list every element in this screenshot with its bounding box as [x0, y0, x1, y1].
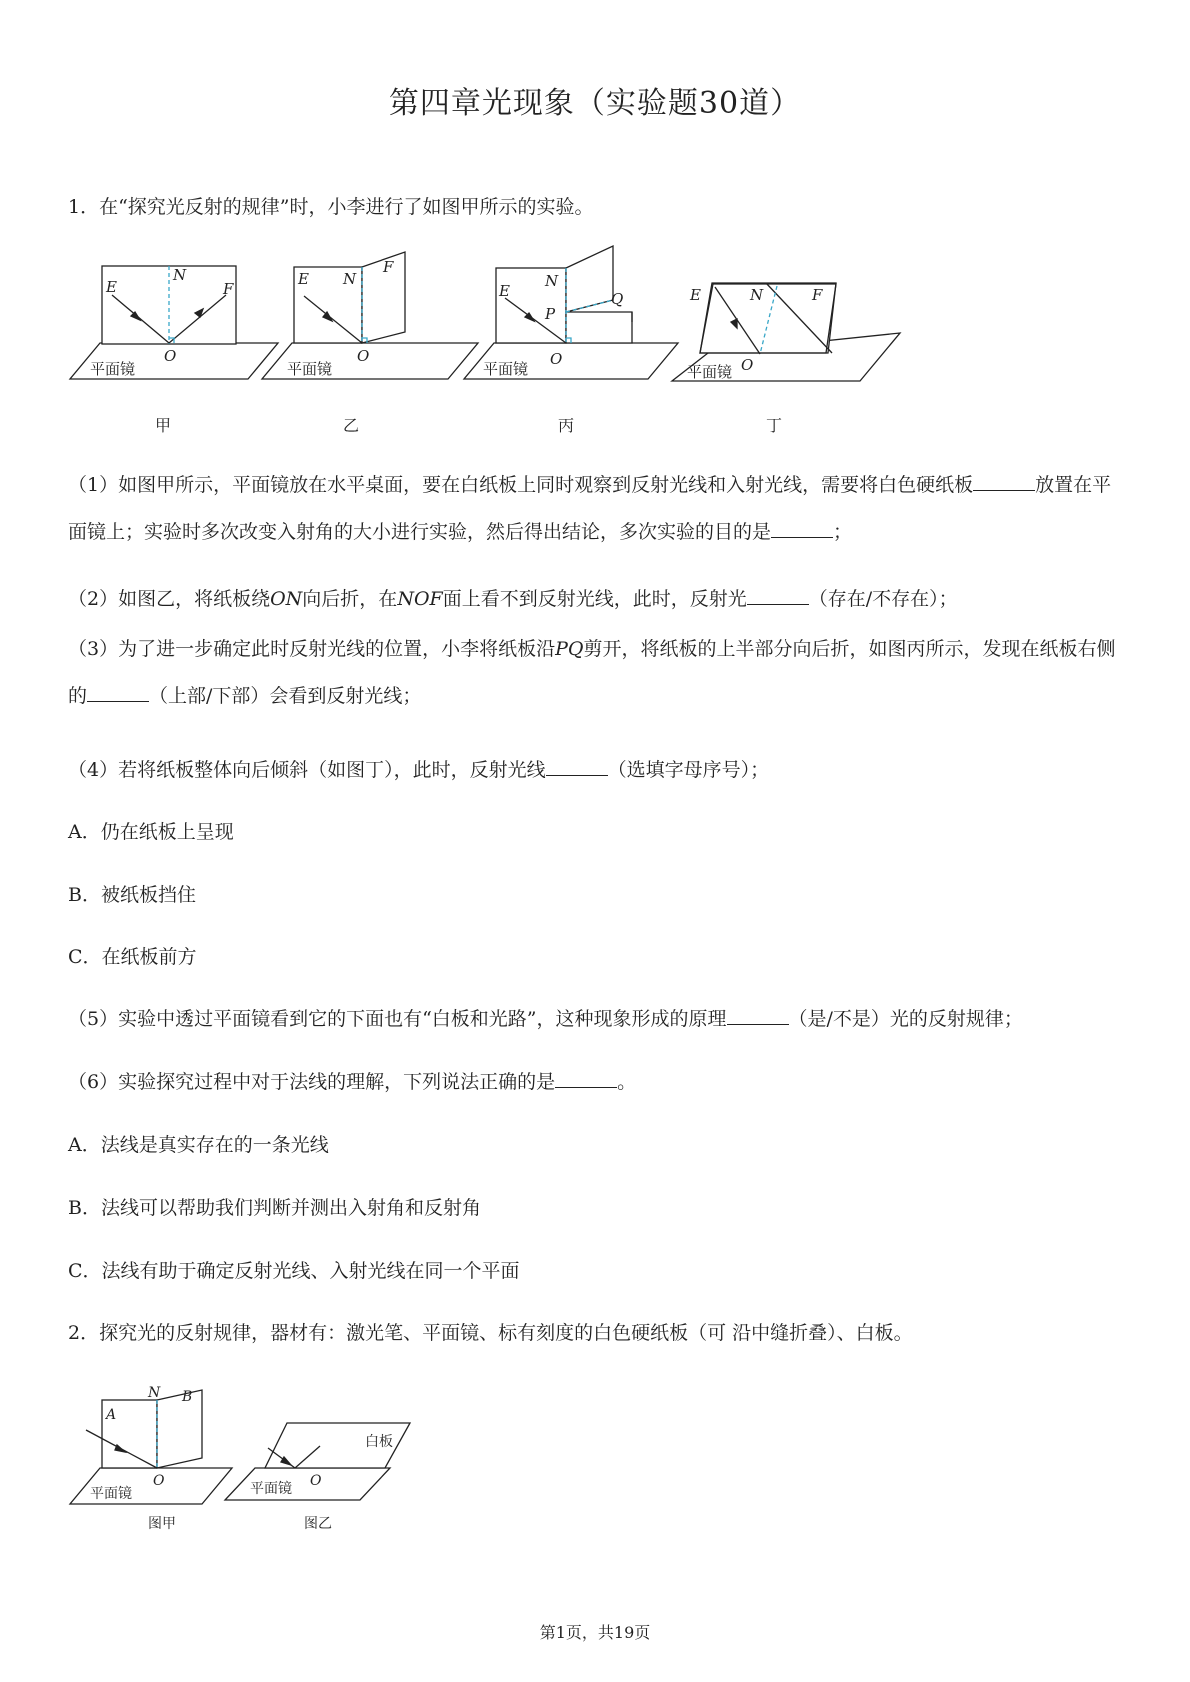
- q1-figure: [60, 240, 920, 440]
- label-N: N: [343, 270, 357, 288]
- answer-blank[interactable]: [771, 521, 833, 538]
- answer-blank[interactable]: [546, 759, 608, 776]
- page-title: 第四章光现象（实验题30道）: [388, 86, 802, 121]
- caption-tu-jia: 图甲: [148, 1516, 176, 1532]
- option-c: C．法线有助于确定反射光线、入射光线在同一个平面: [68, 1260, 520, 1282]
- board-label: 白板: [365, 1434, 393, 1450]
- q1-part-5: （5）实验中透过平面镜看到它的下面也有“白板和光路”，这种现象形成的原理 （是/不是）光的反射规律；: [68, 1008, 1023, 1030]
- label-A: A: [106, 1407, 117, 1423]
- q1-part-3: （3）为了进一步确定此时反射光线的位置，小李将纸板沿PQ剪开，将纸板的上半部分向后折，如图丙所示，发现在纸板右侧的 （上部/下部）会看到反射光线；: [68, 638, 1116, 707]
- option-c: C．在纸板前方: [68, 946, 197, 968]
- mirror-label: 平面镜: [90, 1486, 132, 1502]
- label-O: O: [357, 347, 370, 365]
- label-E: E: [690, 286, 701, 304]
- label-B: B: [182, 1389, 193, 1405]
- mirror-label: 平面镜: [287, 360, 333, 378]
- caption-tu-yi: 图乙: [304, 1516, 332, 1532]
- q1-part-2: （2）如图乙，将纸板绕ON向后折，在NOF面上看不到反射光线，此时，反射光 （存在/不存在）；: [68, 588, 958, 610]
- question-2-stem: 2．探究光的反射规律，器材有：激光笔、平面镜、标有刻度的白色硬纸板（可 沿中缝折叠）、白板。: [68, 1322, 913, 1344]
- mirror-label: 平面镜: [483, 360, 529, 378]
- label-O: O: [310, 1473, 322, 1489]
- mirror-label: 平面镜: [687, 363, 733, 381]
- label-N: N: [750, 286, 764, 304]
- label-O: O: [550, 350, 563, 368]
- label-F: F: [223, 280, 234, 298]
- label-E: E: [499, 282, 510, 300]
- label-P: P: [545, 305, 556, 323]
- mirror-label: 平面镜: [250, 1481, 292, 1497]
- page-footer: 第1页，共19页: [539, 1623, 651, 1642]
- label-E: E: [106, 278, 117, 296]
- label-O: O: [153, 1473, 165, 1489]
- label-N: N: [173, 266, 187, 284]
- paper-board-b: [157, 1390, 202, 1468]
- q1-part-4: （4）若将纸板整体向后倾斜（如图丁），此时，反射光线 （选填字母序号）；: [68, 759, 770, 781]
- option-a: A．仍在纸板上呈现: [68, 821, 234, 843]
- answer-blank[interactable]: [555, 1071, 617, 1088]
- option-b: B．法线可以帮助我们判断并测出入射角和反射角: [68, 1197, 481, 1219]
- option-b: B．被纸板挡住: [68, 884, 196, 906]
- label-Q: Q: [611, 290, 624, 308]
- answer-blank[interactable]: [727, 1008, 789, 1025]
- caption-jia: 甲: [155, 416, 172, 435]
- caption-ding: 丁: [766, 416, 783, 435]
- option-a: A．法线是真实存在的一条光线: [68, 1134, 329, 1156]
- q2-figure: [60, 1378, 440, 1558]
- question-1-stem: 1．在“探究光反射的规律”时，小李进行了如图甲所示的实验。: [68, 196, 594, 218]
- mirror-label: 平面镜: [90, 360, 136, 378]
- caption-yi: 乙: [343, 416, 360, 435]
- label-F: F: [383, 258, 394, 276]
- label-O: O: [741, 356, 754, 374]
- label-O: O: [164, 347, 177, 365]
- label-N: N: [148, 1385, 161, 1401]
- caption-bing: 丙: [558, 416, 575, 435]
- label-N: N: [545, 272, 559, 290]
- q1-part-6: （6）实验探究过程中对于法线的理解，下列说法正确的是 。: [68, 1071, 637, 1093]
- q1-part-1: （1）如图甲所示，平面镜放在水平桌面，要在白纸板上同时观察到反射光线和入射光线，需要将白色硬纸板 放置在平面镜上；实验时多次改变入射角的大小进行实验，然后得出结论，多次实验的目的是 ；: [68, 474, 1112, 543]
- answer-blank[interactable]: [747, 588, 809, 605]
- label-E: E: [298, 270, 309, 288]
- answer-blank[interactable]: [973, 474, 1035, 491]
- answer-blank[interactable]: [87, 685, 149, 702]
- label-F: F: [812, 286, 823, 304]
